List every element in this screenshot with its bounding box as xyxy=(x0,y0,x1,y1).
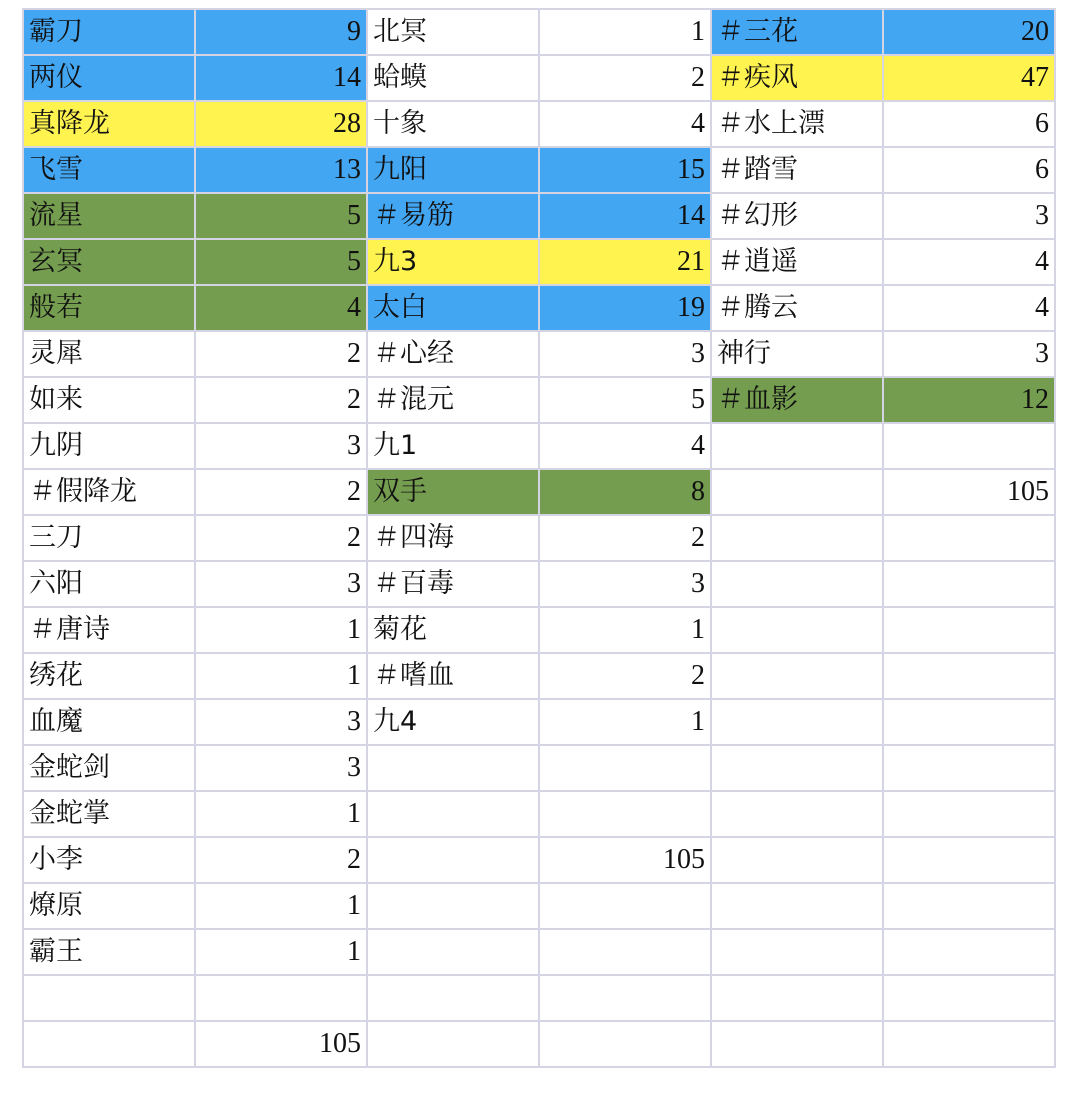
name-cell[interactable] xyxy=(367,1021,539,1067)
table-row xyxy=(23,975,1055,1021)
name-cell[interactable]: 燎原 xyxy=(23,883,195,929)
count-cell[interactable]: 5 xyxy=(539,377,711,423)
count-cell[interactable] xyxy=(883,975,1055,1021)
count-cell[interactable] xyxy=(539,745,711,791)
count-cell[interactable] xyxy=(883,699,1055,745)
name-cell[interactable] xyxy=(711,1021,883,1067)
count-cell[interactable] xyxy=(883,791,1055,837)
name-cell[interactable]: 霸刀 xyxy=(23,9,195,55)
count-cell[interactable]: 1 xyxy=(195,929,367,975)
count-cell[interactable] xyxy=(195,975,367,1021)
name-cell[interactable]: 太白 xyxy=(367,285,539,331)
count-cell[interactable]: 2 xyxy=(195,515,367,561)
name-cell[interactable] xyxy=(711,745,883,791)
count-cell[interactable]: 3 xyxy=(539,561,711,607)
name-cell[interactable]: ＃水上漂 xyxy=(711,101,883,147)
table-row xyxy=(23,699,1055,745)
name-cell[interactable] xyxy=(367,929,539,975)
name-cell[interactable]: 九3 xyxy=(367,239,539,285)
name-cell[interactable] xyxy=(711,515,883,561)
name-cell[interactable]: ＃逍遥 xyxy=(711,239,883,285)
name-cell[interactable]: 绣花 xyxy=(23,653,195,699)
count-cell[interactable]: 5 xyxy=(195,193,367,239)
table-row xyxy=(23,837,1055,883)
name-cell[interactable] xyxy=(711,929,883,975)
name-cell[interactable]: ＃唐诗 xyxy=(23,607,195,653)
table-row xyxy=(23,9,1055,55)
table-row xyxy=(23,929,1055,975)
count-cell[interactable]: 9 xyxy=(195,9,367,55)
count-cell[interactable]: 14 xyxy=(539,193,711,239)
table-row xyxy=(23,653,1055,699)
name-cell[interactable]: ＃易筋 xyxy=(367,193,539,239)
count-cell[interactable] xyxy=(883,929,1055,975)
name-cell[interactable]: ＃幻形 xyxy=(711,193,883,239)
name-cell[interactable] xyxy=(367,975,539,1021)
count-cell[interactable]: 4 xyxy=(883,239,1055,285)
count-cell[interactable]: 2 xyxy=(539,55,711,101)
name-cell[interactable]: 血魔 xyxy=(23,699,195,745)
name-cell[interactable]: 北冥 xyxy=(367,9,539,55)
table-row xyxy=(23,469,1055,515)
count-cell[interactable]: 12 xyxy=(883,377,1055,423)
count-cell[interactable]: 2 xyxy=(539,653,711,699)
name-cell[interactable]: 般若 xyxy=(23,285,195,331)
name-cell[interactable] xyxy=(711,607,883,653)
name-cell[interactable] xyxy=(711,699,883,745)
name-cell[interactable]: 玄冥 xyxy=(23,239,195,285)
count-cell[interactable]: 1 xyxy=(539,607,711,653)
count-cell[interactable] xyxy=(883,607,1055,653)
name-cell[interactable]: ＃心经 xyxy=(367,331,539,377)
name-cell[interactable]: ＃疾风 xyxy=(711,55,883,101)
name-cell[interactable]: 飞雪 xyxy=(23,147,195,193)
table-row xyxy=(23,331,1055,377)
count-cell[interactable]: 20 xyxy=(883,9,1055,55)
name-cell[interactable] xyxy=(711,791,883,837)
count-cell[interactable] xyxy=(883,1021,1055,1067)
count-cell[interactable] xyxy=(883,653,1055,699)
count-cell[interactable] xyxy=(883,745,1055,791)
count-cell[interactable]: 19 xyxy=(539,285,711,331)
table-row xyxy=(23,791,1055,837)
count-cell[interactable]: 3 xyxy=(195,745,367,791)
count-cell[interactable]: 1 xyxy=(195,653,367,699)
table-row xyxy=(23,377,1055,423)
name-cell[interactable]: 十象 xyxy=(367,101,539,147)
table-row xyxy=(23,55,1055,101)
name-cell[interactable]: 六阳 xyxy=(23,561,195,607)
count-cell[interactable] xyxy=(883,423,1055,469)
name-cell[interactable]: 小李 xyxy=(23,837,195,883)
name-cell[interactable]: 菊花 xyxy=(367,607,539,653)
name-cell[interactable]: 金蛇掌 xyxy=(23,791,195,837)
count-cell[interactable] xyxy=(883,515,1055,561)
count-cell[interactable] xyxy=(539,975,711,1021)
name-cell[interactable] xyxy=(23,1021,195,1067)
count-cell[interactable]: 3 xyxy=(883,331,1055,377)
name-cell[interactable]: ＃血影 xyxy=(711,377,883,423)
table-row xyxy=(23,561,1055,607)
name-cell[interactable]: 流星 xyxy=(23,193,195,239)
name-cell[interactable]: ＃三花 xyxy=(711,9,883,55)
count-cell[interactable]: 3 xyxy=(195,561,367,607)
name-cell[interactable] xyxy=(367,745,539,791)
spreadsheet-table xyxy=(22,8,1056,1068)
count-cell[interactable]: 2 xyxy=(195,469,367,515)
count-cell[interactable]: 3 xyxy=(883,193,1055,239)
name-cell[interactable]: 九1 xyxy=(367,423,539,469)
name-cell[interactable]: 神行 xyxy=(711,331,883,377)
count-cell[interactable] xyxy=(539,1021,711,1067)
name-cell[interactable]: ＃嗜血 xyxy=(367,653,539,699)
name-cell[interactable] xyxy=(711,561,883,607)
table-row xyxy=(23,607,1055,653)
table-row xyxy=(23,423,1055,469)
name-cell[interactable] xyxy=(367,791,539,837)
count-cell[interactable]: 4 xyxy=(539,101,711,147)
name-cell[interactable]: ＃腾云 xyxy=(711,285,883,331)
count-cell[interactable]: 1 xyxy=(195,791,367,837)
name-cell[interactable]: 灵犀 xyxy=(23,331,195,377)
table-row xyxy=(23,193,1055,239)
name-cell[interactable]: 九阴 xyxy=(23,423,195,469)
name-cell[interactable] xyxy=(711,975,883,1021)
name-cell[interactable]: 如来 xyxy=(23,377,195,423)
count-cell[interactable]: 28 xyxy=(195,101,367,147)
count-cell[interactable]: 2 xyxy=(195,377,367,423)
count-cell[interactable]: 2 xyxy=(539,515,711,561)
table-row xyxy=(23,101,1055,147)
count-cell[interactable] xyxy=(539,883,711,929)
table-row xyxy=(23,239,1055,285)
name-cell[interactable]: 双手 xyxy=(367,469,539,515)
name-cell[interactable]: 霸王 xyxy=(23,929,195,975)
name-cell[interactable]: 蛤蟆 xyxy=(367,55,539,101)
name-cell[interactable] xyxy=(711,469,883,515)
table-row xyxy=(23,745,1055,791)
count-cell[interactable]: 14 xyxy=(195,55,367,101)
table-row xyxy=(23,1021,1055,1067)
count-cell[interactable]: 3 xyxy=(539,331,711,377)
count-cell[interactable]: 6 xyxy=(883,101,1055,147)
count-cell[interactable] xyxy=(539,791,711,837)
name-cell[interactable]: 两仪 xyxy=(23,55,195,101)
count-cell[interactable]: 15 xyxy=(539,147,711,193)
count-cell[interactable]: 105 xyxy=(539,837,711,883)
count-cell[interactable]: 8 xyxy=(539,469,711,515)
name-cell[interactable] xyxy=(711,423,883,469)
name-cell[interactable]: ＃混元 xyxy=(367,377,539,423)
table-row xyxy=(23,147,1055,193)
count-cell[interactable]: 3 xyxy=(195,699,367,745)
table-row xyxy=(23,515,1055,561)
count-cell[interactable]: 4 xyxy=(539,423,711,469)
count-cell[interactable]: 13 xyxy=(195,147,367,193)
name-cell[interactable]: ＃踏雪 xyxy=(711,147,883,193)
count-cell[interactable]: 6 xyxy=(883,147,1055,193)
count-cell[interactable] xyxy=(883,837,1055,883)
count-cell[interactable] xyxy=(883,883,1055,929)
count-cell[interactable]: 105 xyxy=(883,469,1055,515)
name-cell[interactable]: ＃四海 xyxy=(367,515,539,561)
name-cell[interactable]: 真降龙 xyxy=(23,101,195,147)
table-row xyxy=(23,883,1055,929)
spreadsheet-body xyxy=(23,9,1055,1067)
count-cell[interactable]: 3 xyxy=(195,423,367,469)
table-row xyxy=(23,285,1055,331)
name-cell[interactable]: ＃百毒 xyxy=(367,561,539,607)
name-cell[interactable] xyxy=(367,883,539,929)
name-cell[interactable]: 金蛇剑 xyxy=(23,745,195,791)
count-cell[interactable]: 1 xyxy=(539,699,711,745)
count-cell[interactable]: 1 xyxy=(195,883,367,929)
count-cell[interactable]: 5 xyxy=(195,239,367,285)
name-cell[interactable] xyxy=(367,837,539,883)
name-cell[interactable]: ＃假降龙 xyxy=(23,469,195,515)
name-cell[interactable] xyxy=(711,883,883,929)
name-cell[interactable]: 三刀 xyxy=(23,515,195,561)
count-cell[interactable]: 105 xyxy=(195,1021,367,1067)
name-cell[interactable]: 九4 xyxy=(367,699,539,745)
count-cell[interactable] xyxy=(883,561,1055,607)
name-cell[interactable] xyxy=(711,837,883,883)
name-cell[interactable] xyxy=(23,975,195,1021)
count-cell[interactable]: 47 xyxy=(883,55,1055,101)
count-cell[interactable]: 1 xyxy=(539,9,711,55)
name-cell[interactable] xyxy=(711,653,883,699)
count-cell[interactable] xyxy=(539,929,711,975)
name-cell[interactable]: 九阳 xyxy=(367,147,539,193)
count-cell[interactable]: 2 xyxy=(195,331,367,377)
count-cell[interactable]: 21 xyxy=(539,239,711,285)
count-cell[interactable]: 4 xyxy=(195,285,367,331)
count-cell[interactable]: 1 xyxy=(195,607,367,653)
count-cell[interactable]: 4 xyxy=(883,285,1055,331)
count-cell[interactable]: 2 xyxy=(195,837,367,883)
